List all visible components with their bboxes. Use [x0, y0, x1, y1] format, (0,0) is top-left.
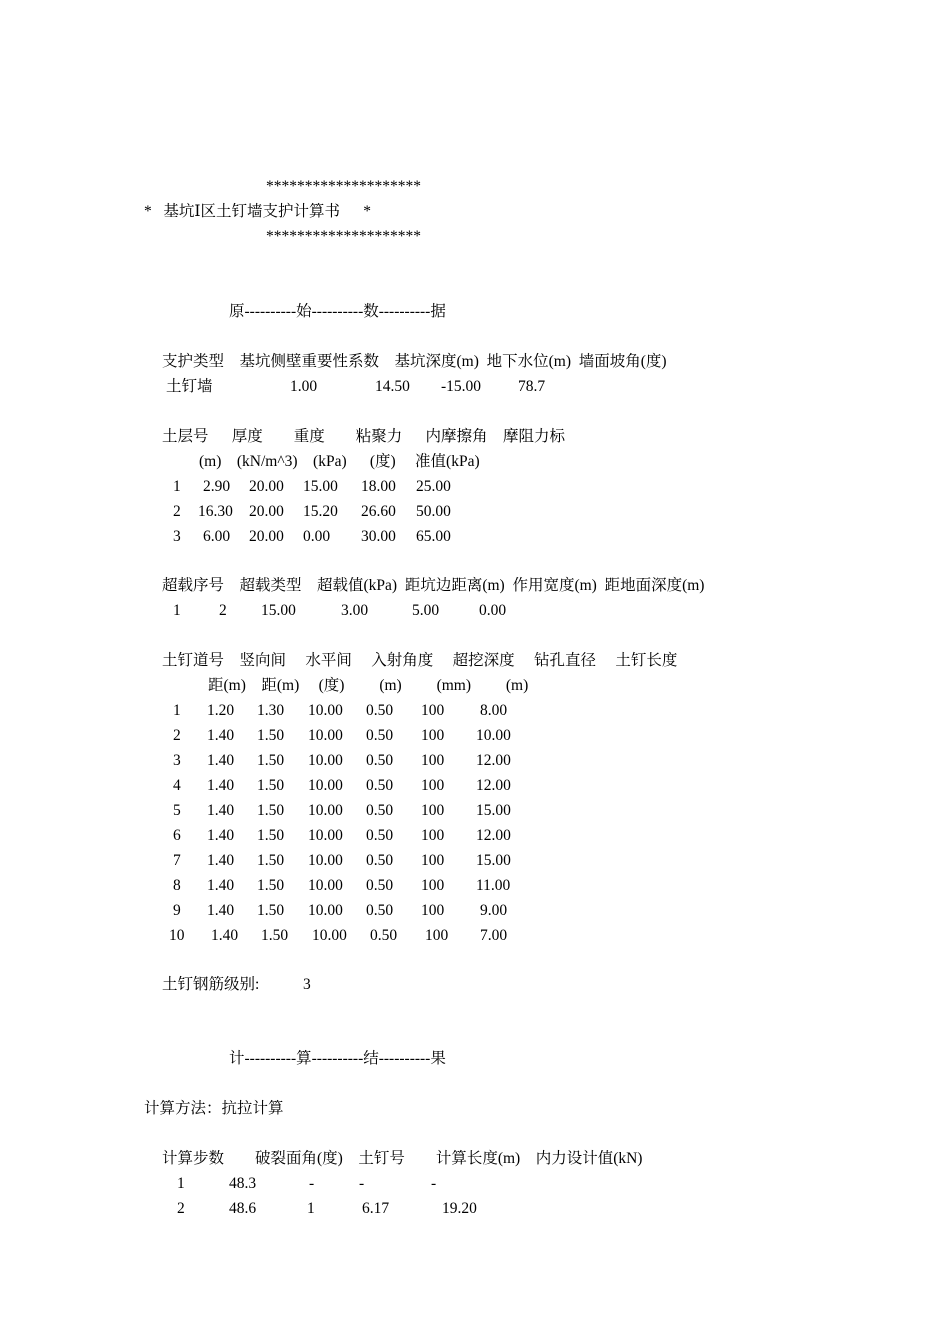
soil-table-header-2: (m) (kN/m^3) (kPa) (度) 准值(kPa)	[199, 453, 480, 470]
soil-thickness: 6.00	[203, 528, 231, 545]
surcharge-type: 2	[219, 602, 227, 619]
nail-angle: 10.00	[308, 902, 343, 919]
nail-no: 6	[173, 827, 181, 844]
nail-hole-diameter: 100	[425, 927, 449, 944]
nail-angle: 10.00	[308, 827, 343, 844]
nail-length: 12.00	[476, 752, 511, 769]
surcharge-table-header: 超载序号 超载类型 超载值(kPa) 距坑边距离(m) 作用宽度(m) 距地面深度(m)	[162, 577, 705, 594]
soil-cohesion: 15.20	[303, 503, 338, 520]
steel-grade-label: 土钉钢筋级别:	[162, 976, 260, 993]
nail-angle: 10.00	[308, 877, 343, 894]
nail-overdig-depth: 0.50	[366, 777, 394, 794]
nail-vertical-spacing: 1.40	[207, 902, 235, 919]
nail-overdig-depth: 0.50	[366, 852, 394, 869]
nail-overdig-depth: 0.50	[370, 927, 398, 944]
nail-hole-diameter: 100	[421, 827, 445, 844]
result-nail-no: -	[309, 1175, 315, 1192]
soil-unit-weight: 20.00	[249, 528, 284, 545]
nail-angle: 10.00	[312, 927, 347, 944]
soil-cohesion: 0.00	[303, 528, 331, 545]
document-title: * 基坑Ⅰ区土钉墙支护计算书 *	[144, 203, 371, 220]
nail-no: 10	[169, 927, 185, 944]
nail-angle: 10.00	[308, 777, 343, 794]
nail-overdig-depth: 0.50	[366, 752, 394, 769]
soil-layer-no: 1	[173, 478, 181, 495]
nail-length: 12.00	[476, 827, 511, 844]
support-table-header: 支护类型 基坑侧壁重要性系数 基坑深度(m) 地下水位(m) 墙面坡角(度)	[162, 353, 667, 370]
nail-length: 11.00	[476, 877, 511, 894]
nail-horizontal-spacing: 1.50	[257, 852, 285, 869]
results-table-header: 计算步数 破裂面角(度) 土钉号 计算长度(m) 内力设计值(kN)	[162, 1150, 643, 1167]
nail-vertical-spacing: 1.40	[207, 877, 235, 894]
nail-overdig-depth: 0.50	[366, 727, 394, 744]
soil-thickness: 2.90	[203, 478, 231, 495]
nail-table-header-1: 土钉道号 竖向间 水平间 入射角度 超挖深度 钻孔直径 土钉长度	[162, 652, 678, 669]
soil-friction-angle: 26.60	[361, 503, 396, 520]
nail-table-header-2: 距(m) 距(m) (度) (m) (mm) (m)	[208, 677, 529, 694]
nail-length: 9.00	[480, 902, 508, 919]
nail-length: 12.00	[476, 777, 511, 794]
nail-length: 10.00	[476, 727, 511, 744]
nail-no: 5	[173, 802, 181, 819]
nail-horizontal-spacing: 1.30	[257, 702, 285, 719]
surcharge-width: 5.00	[412, 602, 440, 619]
nail-overdig-depth: 0.50	[366, 827, 394, 844]
nail-no: 8	[173, 877, 181, 894]
importance-factor: 1.00	[290, 378, 318, 395]
soil-cohesion: 15.00	[303, 478, 338, 495]
nail-length: 15.00	[476, 852, 511, 869]
nail-overdig-depth: 0.50	[366, 802, 394, 819]
nail-no: 7	[173, 852, 181, 869]
nail-vertical-spacing: 1.20	[207, 702, 235, 719]
nail-horizontal-spacing: 1.50	[257, 752, 285, 769]
nail-angle: 10.00	[308, 852, 343, 869]
support-type: 土钉墙	[166, 378, 213, 395]
steel-grade-value: 3	[303, 976, 311, 993]
nail-hole-diameter: 100	[421, 727, 445, 744]
soil-skin-friction: 25.00	[416, 478, 451, 495]
soil-layer-no: 2	[173, 503, 181, 520]
result-design-force: 19.20	[442, 1200, 477, 1217]
nail-angle: 10.00	[308, 752, 343, 769]
title-stars-top: ********************	[266, 178, 421, 195]
nail-no: 9	[173, 902, 181, 919]
nail-overdig-depth: 0.50	[366, 877, 394, 894]
pit-depth: 14.50	[375, 378, 410, 395]
nail-horizontal-spacing: 1.50	[257, 877, 285, 894]
nail-no: 4	[173, 777, 181, 794]
nail-vertical-spacing: 1.40	[207, 802, 235, 819]
nail-overdig-depth: 0.50	[366, 902, 394, 919]
nail-vertical-spacing: 1.40	[207, 852, 235, 869]
nail-no: 3	[173, 752, 181, 769]
nail-angle: 10.00	[308, 802, 343, 819]
nail-no: 2	[173, 727, 181, 744]
nail-vertical-spacing: 1.40	[207, 777, 235, 794]
result-failure-angle: 48.6	[229, 1200, 257, 1217]
nail-horizontal-spacing: 1.50	[257, 727, 285, 744]
nail-hole-diameter: 100	[421, 702, 445, 719]
result-step: 2	[177, 1200, 185, 1217]
raw-data-heading: 原----------始----------数----------据	[229, 303, 446, 320]
nail-horizontal-spacing: 1.50	[261, 927, 289, 944]
nail-vertical-spacing: 1.40	[207, 827, 235, 844]
soil-friction-angle: 30.00	[361, 528, 396, 545]
nail-hole-diameter: 100	[421, 802, 445, 819]
wall-angle: 78.7	[518, 378, 546, 395]
surcharge-no: 1	[173, 602, 181, 619]
soil-unit-weight: 20.00	[249, 478, 284, 495]
surcharge-depth: 0.00	[479, 602, 507, 619]
nail-horizontal-spacing: 1.50	[257, 827, 285, 844]
soil-friction-angle: 18.00	[361, 478, 396, 495]
result-design-force: -	[431, 1175, 437, 1192]
soil-thickness: 16.30	[198, 503, 233, 520]
nail-horizontal-spacing: 1.50	[257, 902, 285, 919]
result-calc-length: 6.17	[362, 1200, 390, 1217]
nail-hole-diameter: 100	[421, 852, 445, 869]
nail-angle: 10.00	[308, 702, 343, 719]
nail-no: 1	[173, 702, 181, 719]
nail-overdig-depth: 0.50	[366, 702, 394, 719]
result-step: 1	[177, 1175, 185, 1192]
result-nail-no: 1	[307, 1200, 315, 1217]
surcharge-distance: 3.00	[341, 602, 369, 619]
nail-length: 15.00	[476, 802, 511, 819]
calc-method: 计算方法：抗拉计算	[144, 1100, 284, 1117]
nail-hole-diameter: 100	[421, 902, 445, 919]
nail-hole-diameter: 100	[421, 752, 445, 769]
nail-hole-diameter: 100	[421, 877, 445, 894]
soil-table-header-1: 土层号 厚度 重度 粘聚力 内摩擦角 摩阻力标	[162, 428, 566, 445]
result-calc-length: -	[359, 1175, 365, 1192]
nail-vertical-spacing: 1.40	[207, 752, 235, 769]
nail-hole-diameter: 100	[421, 777, 445, 794]
nail-angle: 10.00	[308, 727, 343, 744]
result-failure-angle: 48.3	[229, 1175, 257, 1192]
water-level: -15.00	[441, 378, 482, 395]
soil-skin-friction: 50.00	[416, 503, 451, 520]
nail-vertical-spacing: 1.40	[207, 727, 235, 744]
nail-length: 8.00	[480, 702, 508, 719]
results-heading: 计----------算----------结----------果	[229, 1050, 446, 1067]
nail-vertical-spacing: 1.40	[211, 927, 239, 944]
surcharge-value: 15.00	[261, 602, 296, 619]
nail-horizontal-spacing: 1.50	[257, 777, 285, 794]
nail-length: 7.00	[480, 927, 508, 944]
title-stars-bottom: ********************	[266, 228, 421, 245]
soil-unit-weight: 20.00	[249, 503, 284, 520]
nail-horizontal-spacing: 1.50	[257, 802, 285, 819]
soil-layer-no: 3	[173, 528, 181, 545]
soil-skin-friction: 65.00	[416, 528, 451, 545]
